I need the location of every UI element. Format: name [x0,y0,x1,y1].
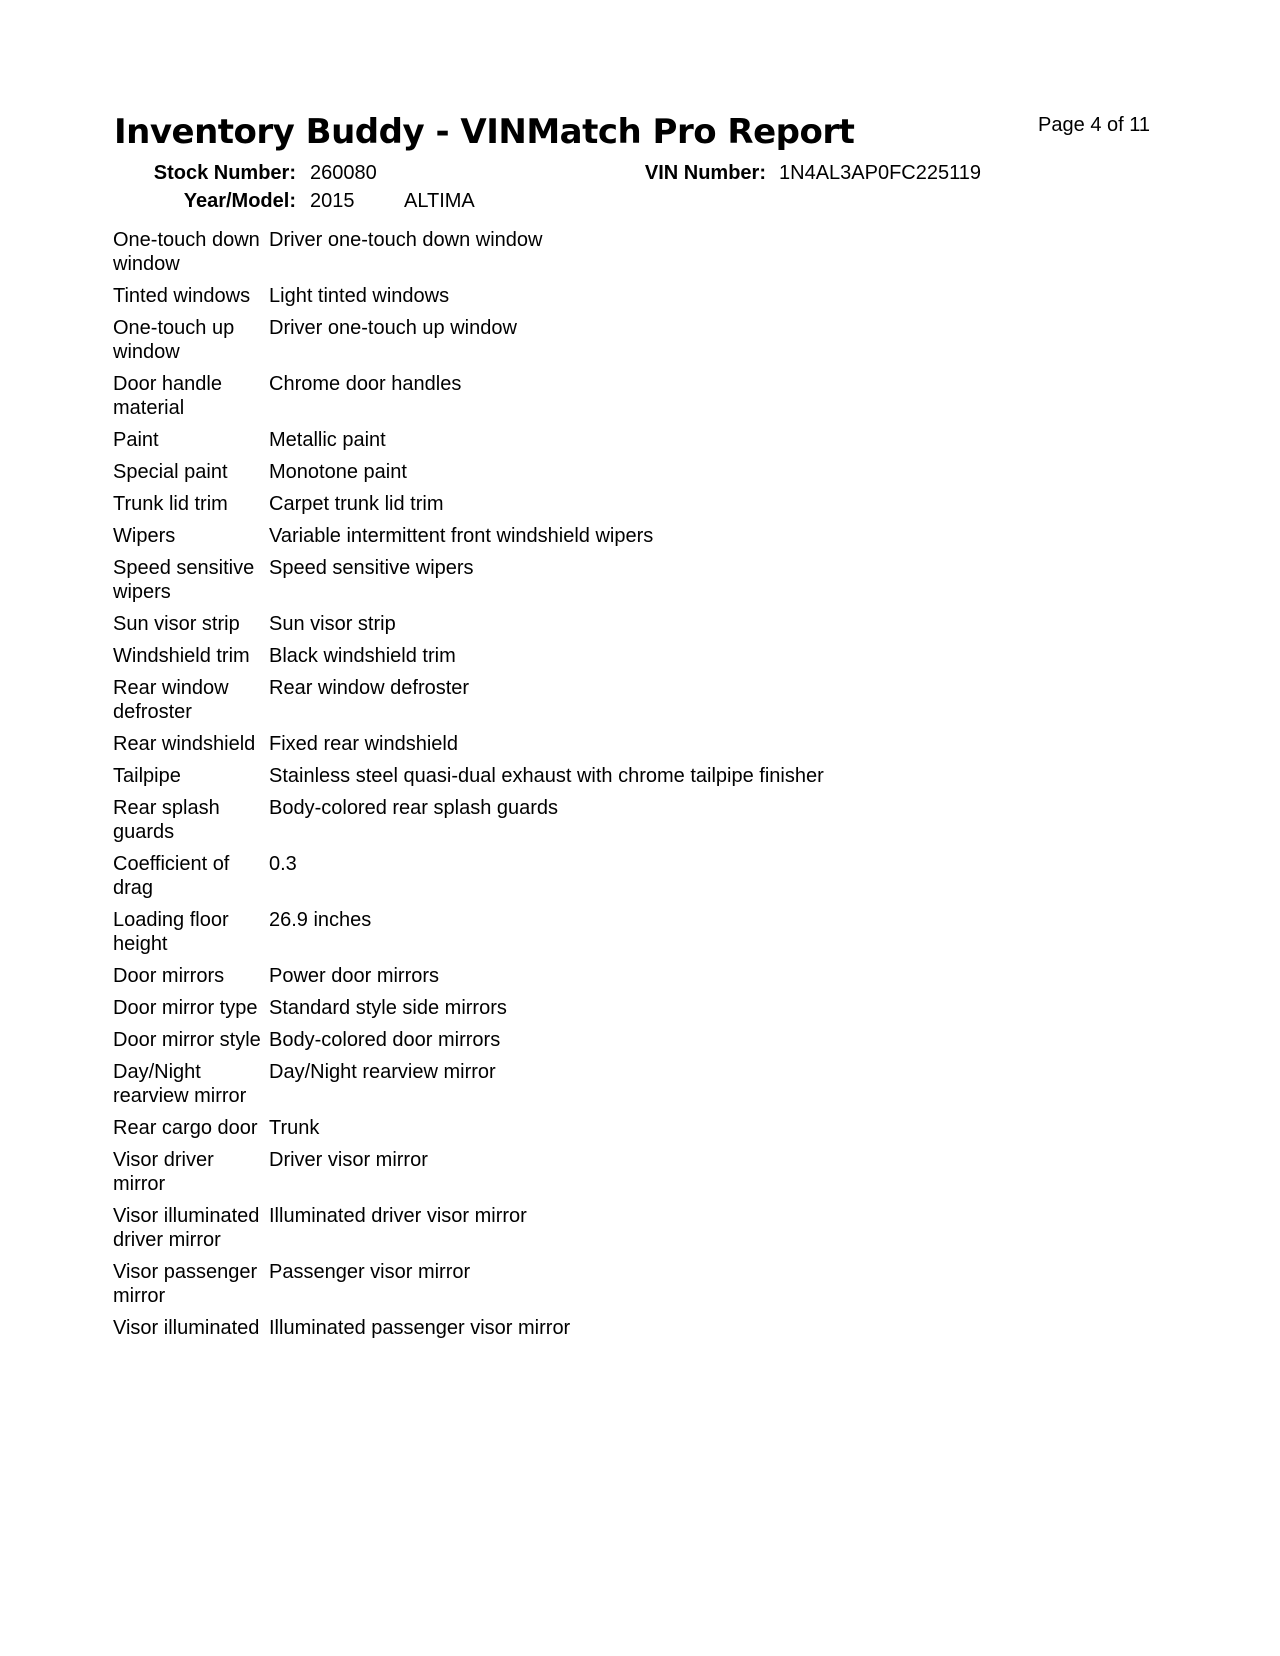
spec-value: Variable intermittent front windshield wipers [269,525,654,547]
spec-row [113,796,1013,852]
spec-label: One-touch down window [113,229,260,275]
spec-row [113,1028,1013,1060]
spec-row [113,1316,1013,1348]
spec-label: Rear cargo door [113,1117,258,1139]
spec-row [113,428,1013,460]
spec-value: Light tinted windows [269,285,450,307]
spec-row [113,1260,1013,1316]
spec-value: Metallic paint [269,429,386,451]
spec-value: Driver one-touch up window [269,317,517,339]
year-model-label: Year/Model: [183,190,296,212]
spec-value: 0.3 [269,853,297,875]
spec-label: Door mirrors [113,965,225,987]
spec-value: Chrome door handles [269,373,462,395]
spec-row [113,964,1013,996]
spec-label: Tinted windows [113,285,251,307]
spec-label: Loading floor height [113,909,229,955]
vin-number-label: VIN Number: [644,162,766,184]
spec-row [113,764,1013,796]
spec-row [113,1060,1013,1116]
vin-number-value: 1N4AL3AP0FC225119 [779,162,981,184]
spec-label: Speed sensitive wipers [113,557,255,603]
spec-label: Tailpipe [113,765,181,787]
spec-value: Body-colored door mirrors [269,1029,501,1051]
stock-number-label: Stock Number: [153,162,296,184]
report-title: Inventory Buddy - VINMatch Pro Report [114,112,855,152]
spec-value: Driver one-touch down window [269,229,543,251]
spec-label: Visor passenger mirror [113,1261,258,1307]
spec-row [113,996,1013,1028]
spec-row [113,612,1013,644]
spec-value: Passenger visor mirror [269,1261,471,1283]
spec-value: Sun visor strip [269,613,396,635]
spec-row [113,372,1013,428]
specs-table [113,228,1013,1348]
spec-value: Fixed rear windshield [269,733,458,755]
spec-row [113,460,1013,492]
spec-value: Power door mirrors [269,965,440,987]
spec-label: Rear splash guards [113,797,220,843]
spec-row [113,852,1013,908]
spec-row [113,732,1013,764]
stock-number-value: 260080 [310,162,377,184]
spec-label: Sun visor strip [113,613,240,635]
spec-label: One-touch up window [113,317,235,363]
model-value: ALTIMA [404,190,475,212]
spec-value: 26.9 inches [269,909,372,931]
spec-row [113,676,1013,732]
spec-value: Rear window defroster [269,677,470,699]
spec-value: Monotone paint [269,461,407,483]
spec-label: Windshield trim [113,645,250,667]
spec-row [113,492,1013,524]
spec-row [113,556,1013,612]
spec-label: Rear window defroster [113,677,229,723]
spec-label: Visor illuminated [113,1317,260,1339]
spec-row [113,908,1013,964]
spec-label: Paint [113,429,159,451]
spec-label: Door mirror type [113,997,258,1019]
spec-value: Driver visor mirror [269,1149,428,1171]
spec-value: Illuminated passenger visor mirror [269,1317,571,1339]
spec-label: Special paint [113,461,228,483]
spec-label: Rear windshield [113,733,256,755]
year-value: 2015 [310,190,355,212]
spec-label: Coefficient of drag [113,853,230,899]
spec-label: Visor illuminated driver mirror [113,1205,260,1251]
spec-row [113,284,1013,316]
spec-label: Trunk lid trim [113,493,228,515]
page-number: Page 4 of 11 [1038,114,1150,136]
spec-value: Stainless steel quasi-dual exhaust with chrome tailpipe finisher [269,765,824,787]
spec-label: Visor driver mirror [113,1149,214,1195]
spec-value: Standard style side mirrors [269,997,507,1019]
spec-label: Day/Night rearview mirror [113,1061,247,1107]
spec-value: Black windshield trim [269,645,456,667]
spec-row [113,644,1013,676]
spec-row [113,316,1013,372]
spec-row [113,228,1013,284]
spec-value: Carpet trunk lid trim [269,493,444,515]
spec-row [113,524,1013,556]
spec-row [113,1204,1013,1260]
spec-value: Day/Night rearview mirror [269,1061,496,1083]
spec-label: Door handle material [113,373,222,419]
spec-label: Door mirror style [113,1029,261,1051]
spec-value: Speed sensitive wipers [269,557,474,579]
spec-label: Wipers [113,525,176,547]
spec-value: Body-colored rear splash guards [269,797,559,819]
spec-row [113,1148,1013,1204]
spec-value: Trunk [269,1117,320,1139]
spec-value: Illuminated driver visor mirror [269,1205,527,1227]
spec-row [113,1116,1013,1148]
